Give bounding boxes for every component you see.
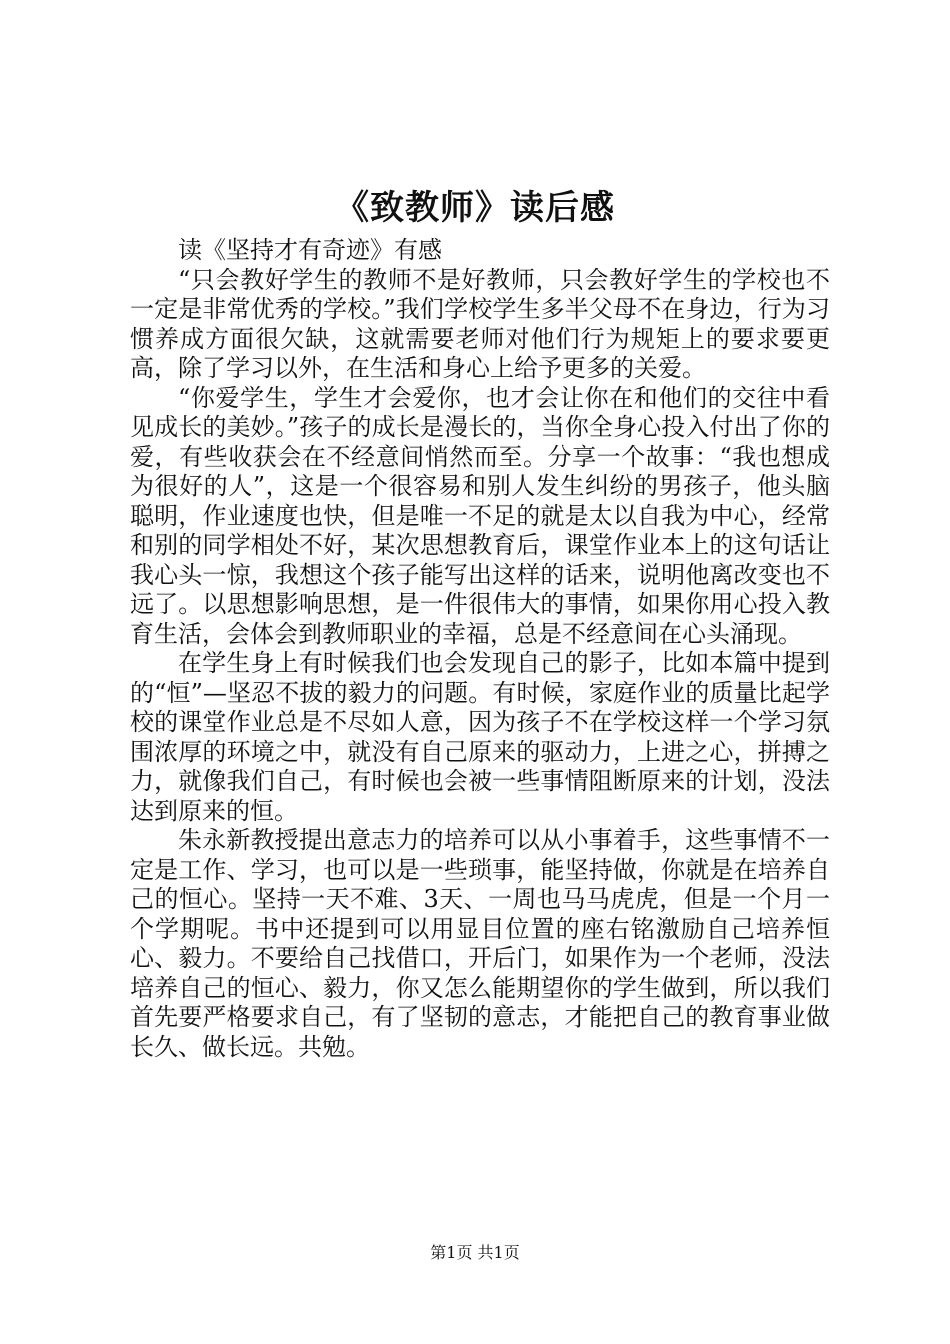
paragraph-2: “你爱学生，学生才会爱你，也才会让你在和他们的交往中看见成长的美妙。”孩子的成长是漫长的，当你全身心投入付出了你的爱，有些收获会在不经意间悄然而至。分享一个故事：“我也想成为很好的人”，这是一个很容易和别人发生纠纷的男孩子，他头脑聪明，作业速度也快，但是唯一不足的就是太以自我为中心，经常和别的同学相处不好，某次思想教育后，课堂作业本上的这句话让我心头一惊，我想这个孩子能写出这样的话来，说明他离改变也不远了。以思想影响思想，是一件很伟大的事情，如果你用心投入教育生活，会体会到教师职业的幸福，总是不经意间在心头涌现。 (130, 383, 830, 648)
document-subtitle: 读《坚持才有奇迹》有感 (178, 236, 442, 264)
paragraph-4: 朱永新教授提出意志力的培养可以从小事着手，这些事情不一定是工作、学习，也可以是一些琐事，能坚持做，你就是在培养自己的恒心。坚持一天不难、3天、一周也马马虎虎，但是一个月一个学期呢。书中还提到可以用显目位置的座右铭激励自己培养恒心、毅力。不要给自己找借口，开后门，如果作为一个老师，没法培养自己的恒心、毅力，你又怎么能期望你的学生做到，所以我们首先要严格要求自己，有了坚韧的意志，才能把自己的教育事业做长久、做长远。共勉。 (130, 826, 830, 1061)
document-title: 《致教师》读后感 (335, 188, 615, 228)
document-body (130, 236, 830, 1062)
paragraph-1: “只会教好学生的教师不是好教师，只会教好学生的学校也不一定是非常优秀的学校。”我们学校学生多半父母不在身边，行为习惯养成方面很欠缺，这就需要老师对他们行为规矩上的要求要更高，除了学习以外，在生活和身心上给予更多的关爱。 (130, 265, 830, 382)
paragraph-3: 在学生身上有时候我们也会发现自己的影子，比如本篇中提到的“恒”—坚忍不拔的毅力的问题。有时候，家庭作业的质量比起学校的课堂作业总是不尽如人意，因为孩子不在学校这样一个学习氛围浓厚的环境之中，就没有自己原来的驱动力，上进之心，拼搏之力，就像我们自己，有时候也会被一些事情阻断原来的计划，没法达到原来的恒。 (130, 649, 830, 825)
page-number-footer: 第1页 共1页 (430, 1243, 520, 1262)
